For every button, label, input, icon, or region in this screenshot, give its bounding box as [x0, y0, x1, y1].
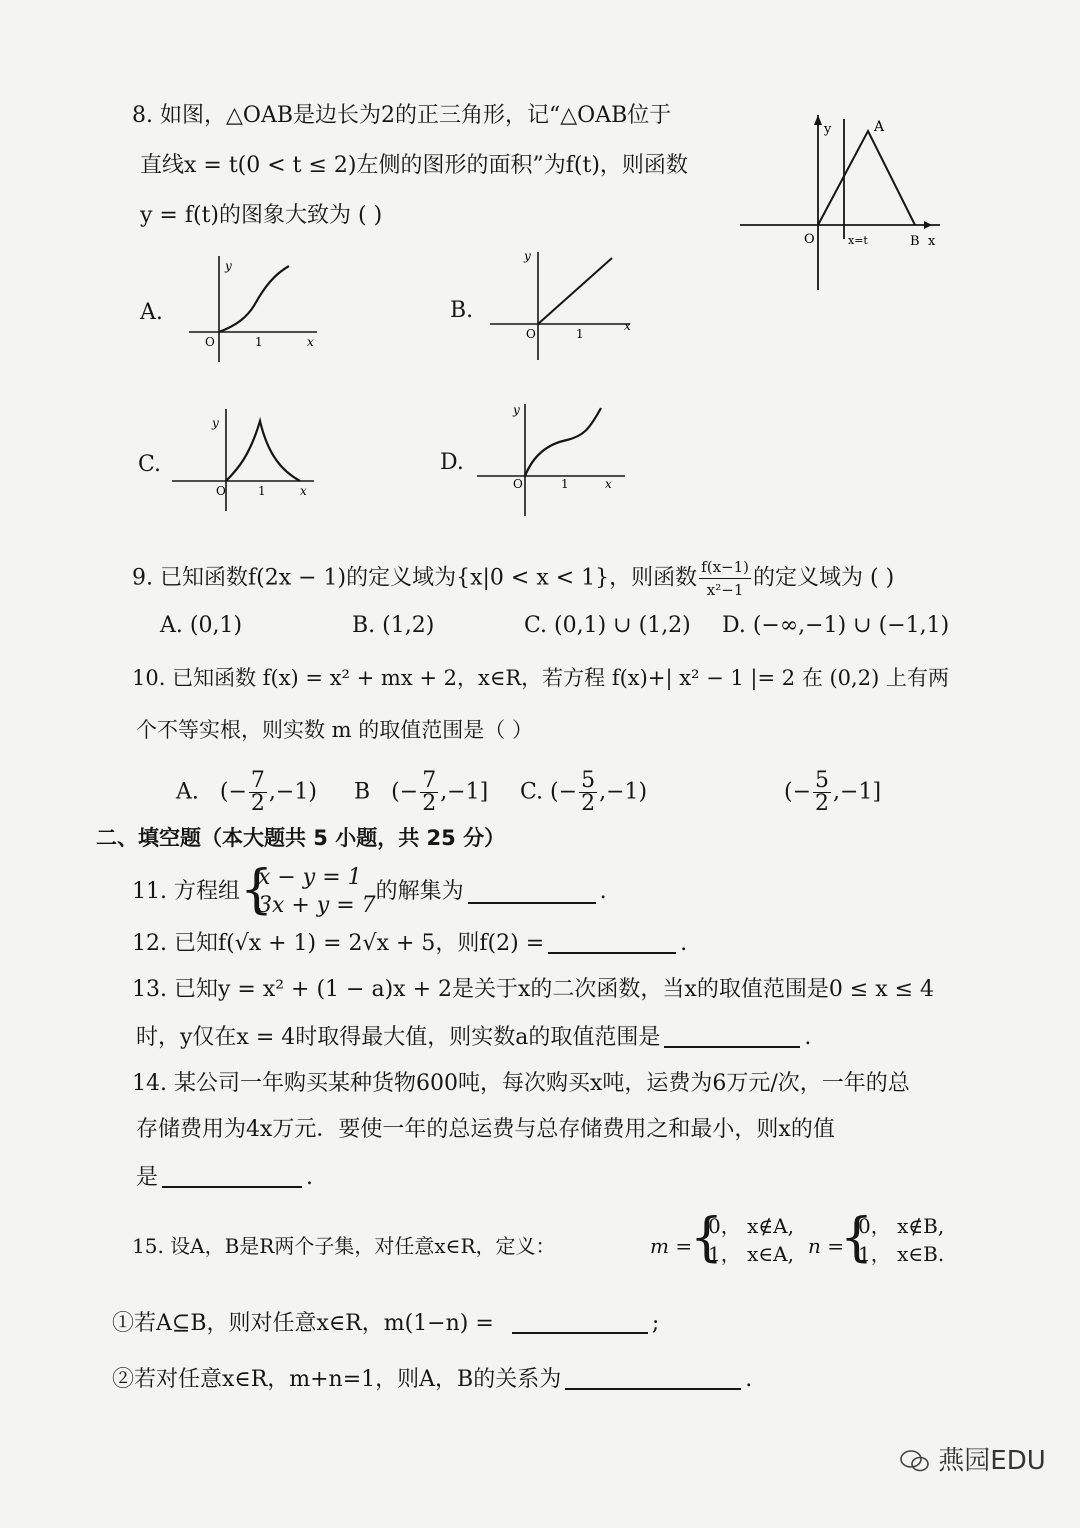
- q8-b-x: x: [624, 319, 631, 333]
- q8-option-d-label[interactable]: D.: [440, 450, 464, 475]
- q15-sub2-blank[interactable]: [565, 1366, 741, 1390]
- q8-b-line: [538, 258, 612, 324]
- q10-line1: 10. 已知函数 f(x) = x² + mx + 2，x∈R，若方程 f(x)+| x² − 1 |= 2 在 (0,2) 上有两: [132, 666, 949, 690]
- q8-line2: 直线x = t(0 < t ≤ 2)左侧的图形的面积”为f(t)，则函数: [140, 153, 688, 178]
- wechat-icon: [900, 1449, 930, 1473]
- q15-n-def: { 0， x∉B, 1， x∈B.: [840, 1208, 945, 1268]
- q8-c-curve: [226, 421, 300, 481]
- q8-d-y: y: [513, 403, 520, 417]
- q10-option-c[interactable]: C. (− $\frac{5}{2}$ ,−1): [520, 768, 648, 816]
- q8-a-x: x: [307, 335, 314, 349]
- q10-option-a[interactable]: A. (− $\frac{7}{2}$ ,−1): [176, 768, 317, 816]
- q8-a-y: y: [225, 259, 232, 273]
- q8-d-x: x: [605, 477, 612, 491]
- q8-option-b-graph: [488, 246, 638, 364]
- q8-c-y: y: [212, 416, 219, 430]
- q8-b-tick: 1: [576, 327, 584, 341]
- watermark-text: 燕园EDU: [938, 1446, 1046, 1476]
- q9-option-d[interactable]: D. (−∞,−1) ∪ (−1,1): [722, 613, 950, 638]
- q9-stem-b: 的定义域为 ( ): [753, 565, 895, 591]
- q13-line1: 13. 已知y = x² + (1 − a)x + 2是关于x的二次函数，当x的取值范围是0 ≤ x ≤ 4: [132, 977, 935, 1002]
- q9-stem: [132, 556, 894, 601]
- fig-triangle: [818, 131, 915, 225]
- q8-line1: 8. 如图，△OAB是边长为2的正三角形，记“△OAB位于: [132, 103, 672, 128]
- q11-system: { x − y = 1 3x + y = 7: [239, 860, 376, 920]
- q8-triangle-figure: [740, 105, 950, 295]
- q8-d-curve: [525, 408, 601, 476]
- q8-option-d-graph: [475, 400, 635, 520]
- q8-option-a-graph: [185, 250, 325, 365]
- fig-y-arrow: [814, 115, 822, 125]
- q8-option-c-label[interactable]: C.: [138, 452, 162, 477]
- q14-line1: 14. 某公司一年购买某种货物600吨，每次购买x吨，运费为6万元/次，一年的总: [132, 1071, 910, 1096]
- fig-B-label: B: [910, 234, 920, 249]
- fig-xt-label: x=t: [848, 234, 868, 247]
- q8-d-tick: 1: [561, 477, 569, 491]
- q9-option-b[interactable]: B. (1,2): [352, 613, 435, 638]
- q14-line3: 是 .: [136, 1165, 314, 1190]
- q15-stem: 15. 设A，B是R两个子集，对任意x∈R，定义：: [132, 1234, 556, 1258]
- q9-stem-a: 9. 已知函数f(2x − 1)的定义域为{x|0 < x < 1}，则函数: [132, 565, 698, 591]
- q15-sub2: ②若对任意x∈R，m+n=1，则A，B的关系为 .: [112, 1367, 753, 1392]
- q8-b-y: y: [524, 249, 531, 263]
- q8-b-origin: O: [526, 327, 536, 341]
- q15-n-label: n =: [808, 1234, 844, 1258]
- q14-answer-blank[interactable]: [162, 1164, 302, 1188]
- q8-c-tick: 1: [258, 484, 266, 498]
- q10-line2: 个不等实根，则实数 m 的取值范围是（ ）: [136, 718, 533, 742]
- fig-x-arrow: [924, 221, 932, 229]
- q10-option-b[interactable]: B (− $\frac{7}{2}$ ,−1]: [354, 768, 489, 816]
- q8-d-origin: O: [513, 477, 523, 491]
- q14-line2: 存储费用为4x万元．要使一年的总运费与总存储费用之和最小，则x的值: [136, 1117, 835, 1142]
- watermark: [900, 1440, 1046, 1477]
- q15-m-label: m =: [650, 1234, 693, 1258]
- fig-x-label: x: [928, 234, 936, 249]
- q15-sub1: ①若A⊆B，则对任意x∈R，m(1−n) = ;: [112, 1311, 660, 1336]
- q8-option-c-graph: [170, 405, 320, 515]
- fig-y-label: y: [824, 122, 832, 137]
- q11-answer-blank[interactable]: [468, 880, 596, 904]
- q8-a-origin: O: [205, 335, 215, 349]
- q8-a-tick: 1: [255, 335, 263, 349]
- q8-a-curve: [219, 266, 289, 332]
- q13-line2: 时，y仅在x = 4时取得最大值，则实数a的取值范围是 .: [136, 1025, 812, 1050]
- q10-option-d[interactable]: (− $\frac{5}{2}$ ,−1]: [784, 768, 882, 816]
- q8-c-x: x: [300, 484, 307, 498]
- q13-answer-blank[interactable]: [664, 1024, 800, 1048]
- q8-option-b-label[interactable]: B.: [450, 298, 474, 323]
- q9-option-a[interactable]: A. (0,1): [160, 613, 243, 638]
- q12: 12. 已知f(√x + 1) = 2√x + 5，则f(2) = .: [132, 931, 688, 956]
- section-2-heading: 二、填空题（本大题共 5 小题，共 25 分）: [96, 826, 506, 850]
- q8-c-origin: O: [216, 484, 226, 498]
- q15-m-def: { 0， x∉A, 1， x∈A,: [690, 1208, 794, 1268]
- q11: 11. 方程组 { x − y = 1 3x + y = 7 的解集为 .: [132, 860, 607, 920]
- fig-A-label: A: [874, 119, 885, 135]
- fig-O-label: O: [804, 232, 815, 247]
- q8-option-a-label[interactable]: A.: [140, 300, 163, 325]
- q9-fraction: $\frac{f(x-1)}{\text{x²−1}}$: [701, 558, 749, 599]
- q15-sub1-blank[interactable]: [512, 1310, 648, 1334]
- q9-option-c[interactable]: C. (0,1) ∪ (1,2): [524, 613, 691, 638]
- q8-line3: y = f(t)的图象大致为 ( ): [140, 203, 383, 228]
- q12-answer-blank[interactable]: [548, 930, 676, 954]
